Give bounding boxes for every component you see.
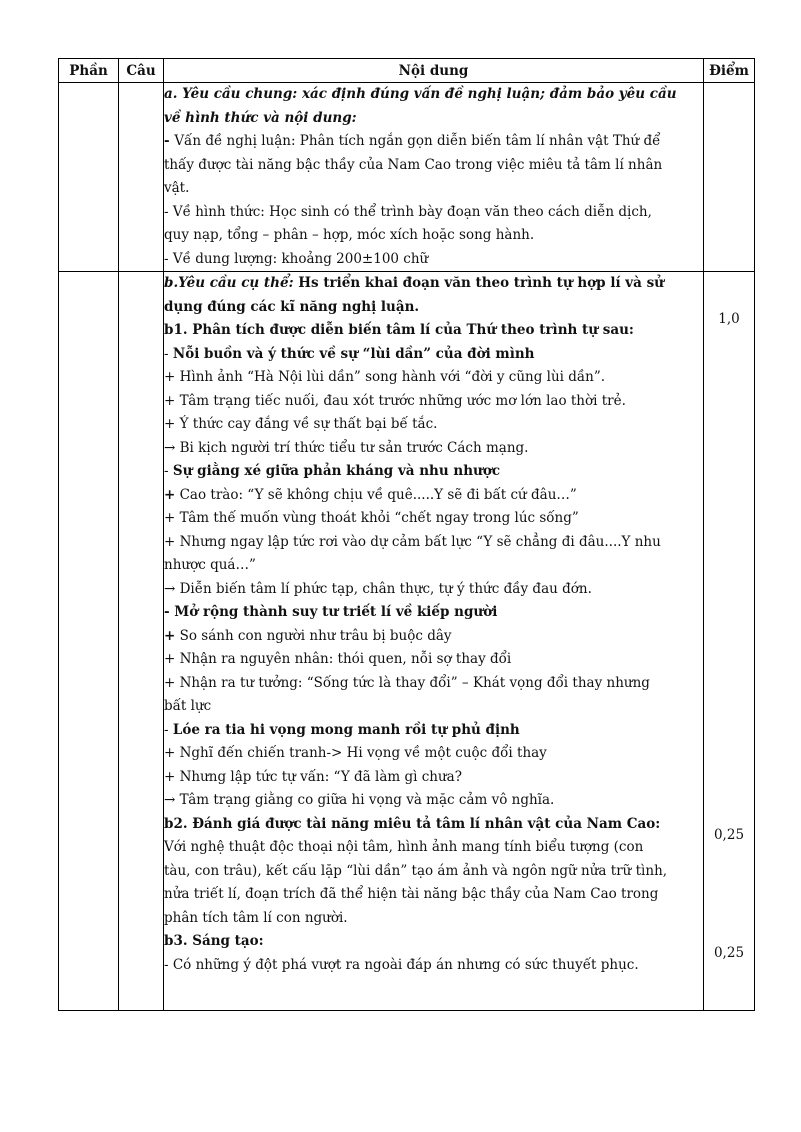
specific-requirements-cell — [164, 272, 704, 1011]
section-b2-heading: b2. Đánh giá được tài năng miêu tả tâm lí nhân vật của Nam Cao: — [164, 815, 661, 832]
list-item: + Nhận ra tư tưởng: “Sống tức là thay đổi” – Khát vọng đổi thay nhưng — [164, 674, 650, 691]
phan-cell — [59, 83, 119, 272]
subsection-heading: - Lóe ra tia hi vọng mong manh rồi tự phủ định — [164, 721, 520, 738]
list-item: → Diễn biến tâm lí phức tạp, chân thực, tự ý thức đầy đau đớn. — [164, 580, 592, 597]
diem-cell — [704, 83, 755, 272]
requirement-heading-cont: về hình thức và nội dung: — [164, 109, 357, 126]
list-item: → Bi kịch người trí thức tiểu tư sản trước Cách mạng. — [164, 439, 529, 456]
list-item: - Vấn đề nghị luận: Phân tích ngắn gọn diễn biến tâm lí nhân vật Thứ để — [164, 133, 661, 149]
list-item-cont: quy nạp, tổng – phân – hợp, móc xích hoặc song hành. — [164, 227, 535, 243]
paragraph-line: tàu, con trâu), kết cấu lặp “lùi dần” tạo ám ảnh và ngôn ngữ nửa trữ tình, — [164, 862, 668, 879]
paragraph-line: phân tích tâm lí con người. — [164, 909, 348, 926]
score-b3: 0,25 — [713, 945, 745, 961]
list-item-cont: bất lực — [164, 698, 212, 714]
specific-heading-cont: dụng đúng các kĩ năng nghị luận. — [164, 298, 420, 315]
subsection-heading: - Sự giằng xé giữa phản kháng và nhu nhược — [164, 463, 501, 479]
general-requirements-cell — [164, 83, 704, 272]
header-row — [59, 59, 755, 83]
requirement-heading: a. Yêu cầu chung: xác định đúng vấn đề nghị luận; đảm bảo yêu cầu — [164, 86, 677, 102]
list-item: + Nhận ra nguyên nhân: thói quen, nỗi sợ thay đổi — [164, 651, 512, 667]
list-item: + Hình ảnh “Hà Nội lùi dần” song hành với “đời y cũng lùi dần”. — [164, 369, 606, 385]
list-item: - Có những ý đột phá vượt ra ngoài đáp án nhưng có sức thuyết phục. — [164, 956, 639, 973]
list-item: + Nghĩ đến chiến tranh-> Hi vọng về một cuộc đổi thay — [164, 745, 547, 761]
header-phan: Phần — [59, 59, 119, 83]
list-item: + Nhưng lập tức tự vấn: “Y đã làm gì chưa? — [164, 768, 462, 785]
subsection-heading: - Mở rộng thành suy tư triết lí về kiếp người — [164, 604, 498, 620]
header-diem: Điểm — [704, 59, 755, 83]
list-item: + Cao trào: “Y sẽ không chịu về quê.....Y sẽ đi bất cứ đâu…” — [164, 486, 577, 503]
paragraph-line: nửa triết lí, đoạn trích đã thể hiện tài năng bậc thầy của Nam Cao trong — [164, 886, 659, 902]
score-b1: 1,0 — [718, 311, 740, 327]
list-item: - Về hình thức: Học sinh có thể trình bày đoạn văn theo cách diễn dịch, — [164, 203, 652, 220]
list-item: + Tâm thế muốn vùng thoát khỏi “chết ngay trong lúc sống” — [164, 510, 579, 526]
list-item-cont: vật. — [164, 180, 190, 196]
header-noi-dung: Nội dung — [164, 59, 704, 83]
list-item: + Tâm trạng tiếc nuối, đau xót trước những ước mơ lớn lao thời trẻ. — [164, 392, 626, 409]
header-cau: Câu — [119, 59, 164, 83]
list-item: + So sánh con người như trâu bị buộc dây — [164, 627, 452, 644]
list-item: - Về dung lượng: khoảng 200±100 chữ — [164, 250, 429, 267]
paragraph-line: Với nghệ thuật độc thoại nội tâm, hình ảnh mang tính biểu tượng (con — [164, 839, 644, 855]
table-row-general — [59, 83, 755, 272]
grading-table — [58, 58, 755, 1011]
list-item-cont: thấy được tài năng bậc thầy của Nam Cao trong việc miêu tả tâm lí nhân — [164, 156, 663, 173]
section-b1-heading: b1. Phân tích được diễn biến tâm lí của Thứ theo trình tự sau: — [164, 322, 634, 338]
section-b3-heading: b3. Sáng tạo: — [164, 933, 264, 949]
cau-cell — [119, 83, 164, 272]
list-item: + Ý thức cay đắng về sự thất bại bế tắc. — [164, 416, 438, 432]
list-item: → Tâm trạng giằng co giữa hi vọng và mặc cảm vô nghĩa. — [164, 792, 555, 808]
list-item: + Nhưng ngay lập tức rơi vào dự cảm bất lực “Y sẽ chẳng đi đâu....Y nhu — [164, 533, 661, 550]
list-item-cont: nhược quá…” — [164, 557, 256, 573]
phan-cell — [59, 272, 119, 1011]
score-b2: 0,25 — [713, 827, 745, 843]
table-row-specific — [59, 272, 755, 1011]
cau-cell — [119, 272, 164, 1011]
specific-heading: b.Yêu cầu cụ thể: Hs triển khai đoạn văn theo trình tự hợp lí và sử — [164, 275, 664, 291]
diem-cell — [704, 272, 755, 1011]
subsection-heading: - Nỗi buồn và ý thức về sự “lùi dần” của đời mình — [164, 345, 535, 362]
